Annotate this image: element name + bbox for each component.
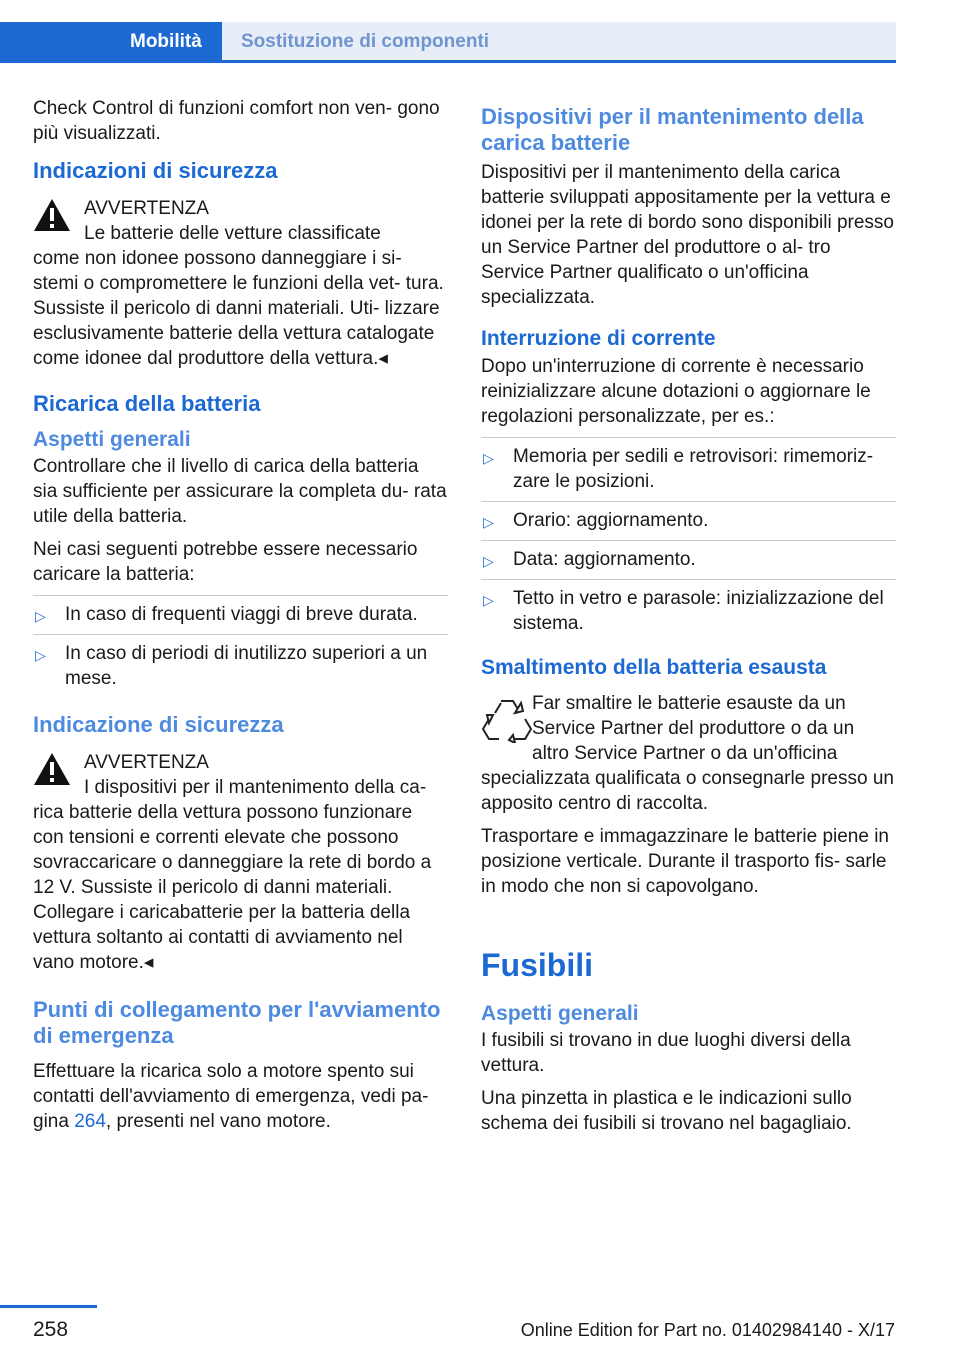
heading-ricarica: Ricarica della batteria [33, 391, 261, 416]
paragraph-effettuare-tail: , presenti nel vano motore. [105, 1111, 331, 1132]
bullet-triangle-icon: ▷ [35, 647, 46, 663]
paragraph-fusibili-2: Una pinzetta in plastica e le indicazioni sullo schema dei fusibili si trovano nel bagagliaio. [481, 1088, 852, 1134]
warning-2-line1: I dispositivi per il mantenimento della ca- [84, 777, 427, 798]
heading-punti-collegamento: Punti di collegamento per l'avviamento di emergenza [33, 997, 441, 1048]
list-item [481, 437, 896, 501]
header-rule [0, 60, 896, 63]
warning-2-title: AVVERTENZA [84, 752, 209, 773]
heading-indicazione-sicurezza: Indicazione di sicurezza [33, 712, 284, 737]
bullet-triangle-icon: ▷ [483, 553, 494, 569]
tab-sostituzione [222, 22, 896, 60]
heading-aspetti-generali-2: Aspetti generali [481, 1002, 639, 1025]
list-item [481, 501, 896, 540]
heading-dispositivi: Dispositivi per il mantenimento della carica batterie [481, 104, 864, 155]
paragraph-fusibili-1: I fusibili si trovano in due luoghi diversi della vettura. [481, 1030, 851, 1076]
heading-smaltimento: Smaltimento della batteria esausta [481, 656, 827, 679]
left-column [33, 96, 448, 1142]
tab-active-label: Mobilità [130, 31, 202, 52]
list-item-text: Tetto in vetro e parasole: inizializzazione del sistema. [513, 588, 884, 634]
edition-note: Online Edition for Part no. 01402984140 - X/17 [520, 1320, 895, 1340]
page-number: 258 [33, 1318, 69, 1341]
list-ricarica [33, 595, 448, 698]
heading-aspetti-generali: Aspetti generali [33, 428, 191, 451]
paragraph-dispositivi: Dispositivi per il mantenimento della carica batterie sviluppati appositamente per la vettura e idonei per la rete di bordo sono disponibili presso un Service Partner del produttore o al- tro Service Partner qualificato o un'officina specializzata. [481, 162, 894, 308]
heading-fusibili: Fusibili [481, 947, 593, 983]
paragraph-smaltimento-icon: Far smaltire le batterie esauste da un Service Partner del produttore o da un altro Service Partner o da un'officina [532, 693, 855, 764]
paragraph-smaltimento: specializzata qualificata o consegnarle presso un apposito centro di raccolta. [481, 768, 894, 814]
bullet-triangle-icon: ▷ [483, 450, 494, 466]
paragraph-check-control: Check Control di funzioni comfort non ven- gono più visualizzati. [33, 98, 440, 144]
list-item [481, 540, 896, 579]
list-item-text: In caso di periodi di inutilizzo superiori a un mese. [65, 643, 428, 689]
heading-interruzione: Interruzione di corrente [481, 327, 716, 350]
tab-inactive-label: Sostituzione di componenti [241, 31, 490, 52]
warning-icon [33, 198, 71, 232]
warning-icon [33, 752, 71, 786]
list-item-text: Memoria per sedili e retrovisori: rimemoriz- zare le posizioni. [513, 446, 874, 492]
paragraph-interruzione: Dopo un'interruzione di corrente è necessario reinizializzare alcune dotazioni o aggiornare le regolazioni personalizzate, per es.: [481, 356, 871, 427]
heading-indicazioni-sicurezza: Indicazioni di sicurezza [33, 158, 278, 183]
paragraph-nei-casi: Nei casi seguenti potrebbe essere necessario caricare la batteria: [33, 539, 418, 585]
tab-mobilita [0, 22, 222, 60]
warning-block-2 [33, 750, 448, 800]
warning-2-text: rica batterie della vettura possono funzionare con tensioni e correnti elevate che possono sovraccaricare o danneggiare la rete di bordo a 12 V. Sussiste il pericolo di danni materiali. Collegare i caricabatterie per la batteria della vettura soltanto ai contatti di avviamento nel vano motore.◂ [33, 802, 432, 973]
list-item [481, 579, 896, 643]
list-item [33, 595, 448, 634]
footer-rule [0, 1305, 97, 1308]
recycle-block [481, 691, 896, 766]
list-interruzione [481, 437, 896, 643]
right-column [481, 96, 896, 1144]
paragraph-effettuare [33, 1059, 448, 1134]
warning-1-line1: Le batterie delle vetture classificate [84, 223, 381, 244]
page-link-264[interactable]: 264 [74, 1111, 106, 1132]
paragraph-trasportare: Trasportare e immagazzinare le batterie piene in posizione verticale. Durante il trasporto fis- sarle in modo che non si capovolgano. [481, 826, 889, 897]
recycle-icon [481, 693, 533, 743]
list-item-text: Orario: aggiornamento. [513, 510, 709, 531]
list-item-text: Data: aggiornamento. [513, 549, 696, 570]
paragraph-effettuare-text: Effettuare la ricarica solo a motore spento sui contatti dell'avviamento di emergenza, vedi pa- gina [33, 1061, 429, 1132]
warning-1-title: AVVERTENZA [84, 198, 209, 219]
paragraph-controllare: Controllare che il livello di carica della batteria sia sufficiente per assicurare la completa du- rata utile della batteria. [33, 456, 447, 527]
bullet-triangle-icon: ▷ [483, 514, 494, 530]
bullet-triangle-icon: ▷ [35, 608, 46, 624]
list-item-text: In caso di frequenti viaggi di breve durata. [65, 604, 418, 625]
page-header [0, 22, 896, 62]
warning-1-text: come non idonee possono danneggiare i si- stemi o compromettere le funzioni della vet- tura. Sussiste il pericolo di danni materiali. Uti- lizzare esclusivamente batterie della vettura catalogate come idonee dal produttore della vettura.◂ [33, 248, 444, 369]
list-item [33, 634, 448, 698]
warning-block-1 [33, 196, 448, 246]
bullet-triangle-icon: ▷ [483, 592, 494, 608]
